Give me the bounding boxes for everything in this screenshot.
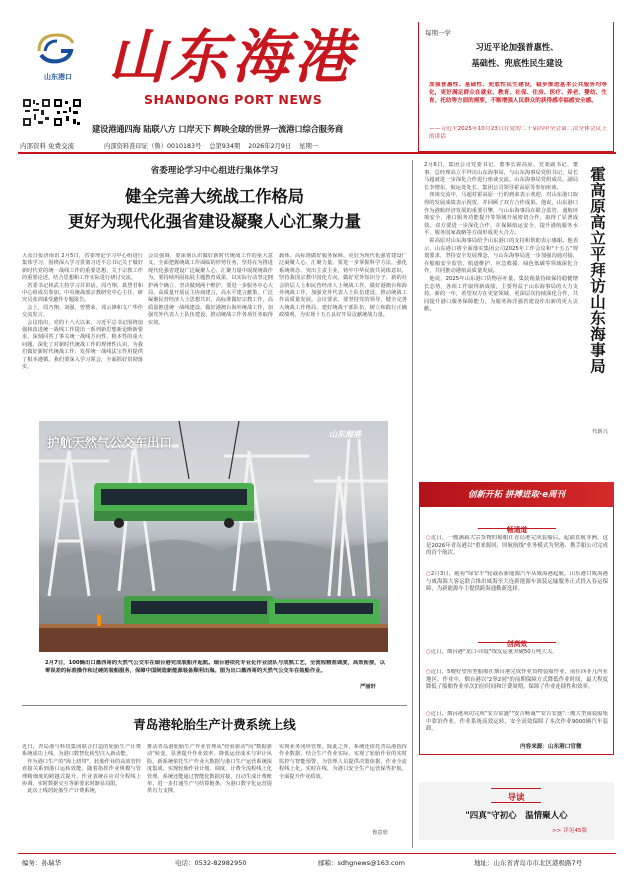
subtitle-smooth-channel: 畅通道 — [478, 517, 556, 529]
footer-email: 邮箱：sdhgnews@163.com — [318, 859, 405, 867]
issue-info: 内部资料准印证（鲁）0010183号 总第934期 2026年2月9日 星期一 — [104, 143, 319, 150]
tire-col-2: 推动青岛港轮胎生产作业管理从"经验驱动"向"数据驱动"转变，显著提升作业效率，降低运营成本与审计风险。新系统依托生产作业大数据与港口生产运营系统深度集成，实现轮胎作业计划、调度、计费全流程线上化管理。系统还能通过智能化数据对接，自动生成计费账单，进一步打通生产与结算链条，为港口数字化运营提供有力支撑。 — [147, 744, 272, 795]
lead-col-3: 载体、高标准做好服务保障，更好为现代化强省建设广泛凝聚人心、汇聚力量。要进一步掌握科学方法，强化系统观念、突出主责主业，铸牢中华民族共同体意识，坚持我国宗教中国化方向，做好党外知识分子、新的社会阶层人士和民营经济人士统战工作，做好港澳台和海外统战工作，加强党外代表人士队伍建设，推动统战工作高质量发展。会议要求，要坚持党的领导，健全完善大统战工作格局，建好统战干部队伍，树立和践行正确政绩观，为实现十五五良好开局贡献统战力量。 — [279, 253, 407, 319]
divider — [22, 705, 407, 706]
port-photo — [39, 421, 388, 652]
innovation-item-5: ○近日，烟台港成功完成"安吉常盛""安吉畅诚""安吉安盛"三艘大型滚装船集中靠泊作业，作业系统高效运转，安全高效保障了本次作业9000辆汽车装卸。 — [426, 711, 608, 733]
lead-kicker: 省委理论学习中心组进行集体学习 — [150, 166, 279, 176]
innovation-banner: 创新开拓 拼搏进取·e周刊 — [419, 482, 614, 507]
weekly-study-quote: 加强普惠性、基础性、兜底性民生建设，稳步推进基本公共服务均等化，更好满足群众在就业、教育、社保、住房、医疗、养老、婴幼、生育、托幼等方面的需要，不断增强人民群众的获得感幸福感安全感。 — [429, 82, 607, 104]
photo-credit: 严丽轩 — [360, 684, 376, 690]
weekly-study-label: 每期一学 — [425, 29, 451, 37]
guide-label: 导读 — [491, 788, 541, 803]
column-divider — [412, 160, 413, 848]
guide-item: "四真"守初心 温情聚人心 — [465, 811, 568, 821]
weekly-study-title: 习近平论加强普惠性、 基础性、兜底性民生建设 — [471, 42, 563, 68]
masthead — [0, 0, 412, 160]
lead-headline: 健全完善大统战工作格局 更好为现代化强省建设凝聚人心汇聚力量 — [67, 187, 362, 231]
photo-watermark: 山东海港 — [329, 430, 361, 439]
visit-vertical-headline: 霍高原高立平拜访山东海事局 — [588, 166, 606, 374]
qr-code — [22, 98, 51, 127]
footer-address: 地址：山东省青岛市市北区港极路7号 — [474, 859, 583, 867]
innovation-item-1: ○近日，一艘满载大宗货物的船舶在青岛港完成装船后，起锚直航非洲。这是2026年青岛港以"重来源回，回航航线"业务模式为契港、携手船公司完成的首个航次。 — [426, 535, 608, 557]
visit-credit: 代新兴 — [592, 429, 608, 435]
company-logo — [33, 29, 77, 69]
lead-col-1: 大众日报济南讯 2月5日，省委理论学习中心组进行集体学习，围绕深入学习贯彻习近平总书记关于做好新时代党的统一战线工作的重要思想，关于宗教工作的重要论述，结合思想和工作实际进行研讨交流。 省委书记林武主持学习并讲话。周乃翔、葛慧君和中心组成员参加。中央统战部宗教研究中心主任、研究员张训谋受邀作专题报告。 会上，周乃翔、刘强、曾赞荣、邓云锋和文广华作交流发言。 会议指出，党的十八大以来，习近平总书记围绕加强和改进统一战线工作提出一系列新思想新论断新要求，深刻回答了事关统一战线方向性、根本性的重大问题，深化了对新时代统战工作的规律性认识，为我们做好新时代统战工作、发挥统一战线法宝作用提供了根本遵循。我们要深入学习领会，全面抓好贯彻落实。 — [22, 253, 143, 371]
photo-caption: 2月7日，100辆出口墨西哥的天然气公交车在烟台港完成装船并起航。烟台港依托专业化作业团队与成熟工艺，全流程精准调度，高效衔接，以零误差的标准操作和过硬的装船服务，保障中国制造新能源装备顺利出海。图为出口墨西哥的天然气公交车在装船作业。 — [45, 660, 385, 674]
qr-caption: 内部资料 免费交流 — [20, 142, 75, 150]
visit-body: 2月6日，集团公司党委书记、董事长霍高原，党委副书记、董事、总经理高立平拜访山东海事局，与山东海事局党组书记、局长马超就进一步深化合作进行座谈交流。山东海事局党组成员、副局长李增东，航运处处长、集团公司领导霍高原等参加座谈。 座谈交流中，马超对霍高原一行的到来表示欢迎，对山东港口取得的发展成绩表示祝贺，并回顾了双方合作成果。他说，山东港口作为港航经济发展的重要引擎，与山东海事局在联合监管、通航环境安全、港口服务功能提升等领域开展密切合作，取得了显著成效。双方要进一步深化合作，在保障航运安全、提升港航服务水平、服务国家战略等方面形成更大合力。 霍高原对山东海事局给予山东港口的支持和帮助表示感谢。他表示，山东港口将全面落实集团公司2025年工作会议和"十五五"规划要求，坚持安全发展理念，与山东海事局进一步加强沟通对接，在船舶安全监管、航道维护、应急救援、绿色低碳等领域深化合作，共同推动港航高质量发展。 他说，2025年山东港口货物吞吐量、集装箱量持续保持稳健增长态势，各项工作取得新成绩，主要得益于山东海事局的大力支持。新的一年，希望双方在更宽领域、更深层次持续深化合作，共同提升港口服务保障能力，为服务海洋强省建设作出新的更大贡献。 — [424, 162, 578, 313]
innovation-item-2: ○2月3日，随着"绿安平"轮载着新能源汽车从威海港起航，山东港口威海港与威海海大客运联合推出威海至大连新能源车滚装运输服务正式投入春运保障，为新能源车主提供跨海通勤新选择。 — [426, 571, 608, 593]
innovation-item-4: ○近日，5艘好望角型船舶在烟台港完成作业货物装船作业，前往西非几内亚地区。作业中，烟台港以"2拳2同"的前期保障方式降低作业时间，最大程度降低了船舶作业单次泊位时间和计费周期，保障了作业连续性和效率。 — [426, 669, 608, 691]
subtitle-efficiency: 创高效 — [478, 631, 556, 643]
guide-pointer[interactable]: >> 详见45版 — [552, 828, 588, 834]
weekly-study-source: ——习近平2025年10月23日在党的二十届四中全会第二次全体会议上的讲话 — [429, 126, 607, 140]
tire-headline: 青岛港轮胎生产计费系统上线 — [133, 717, 296, 732]
masthead-title: 山东海港 — [108, 23, 357, 91]
masthead-english: SHANDONG PORT NEWS — [144, 92, 323, 107]
logo-caption: 山东港口 — [44, 73, 72, 81]
tire-credit: 鲁意欣 — [372, 830, 388, 836]
footer-rule — [18, 853, 616, 854]
tire-col-1: 近日，青岛港与科技集团联合打造的轮胎生产计费系统成功上线，为港口数智化转型注入新动能。 作为港口生产的"海上纽带"，轮胎作业的高效管控直接关系到港口运转效能。随着指挥作业规模与管理精细度的跨越式提升，作业表统在应对全程线上协调、实时数据交互等新要求时渐显局限。 此次上线的轮胎生产计费系统， — [22, 744, 141, 795]
slogan: 建设港通四海 陆联八方 口岸天下 辉映全球的世界一流港口综合服务商 — [92, 124, 343, 134]
guide-box[interactable] — [419, 782, 614, 840]
masthead-rule — [18, 152, 616, 154]
qr-code — [53, 98, 82, 127]
innovation-box — [419, 482, 614, 755]
weekly-study-box — [418, 22, 614, 152]
tire-col-3: 实现业务闭环管理。除此之外，系统还依托青岛港指挥作业数据，结合生产作业实际，实现了轮胎作业的实时监控与智能预警，为管理人员提供决策依据。作业全流程线上化，实时在线，为港口安全生产运营保驾护航，全面提升作业质效。 — [279, 744, 407, 780]
innovation-item-3: ○近日，烟台港"龙口-印度"线发运量突破50万吨大关。 — [426, 649, 558, 655]
footer-phone: 电话：0532-82982950 — [175, 859, 247, 867]
photo-overlay-caption: 护航天然气公交车出口 — [47, 435, 173, 450]
lead-col-2: 会议强调，要深刻认识做好新时代统战工作的重大意义，全面把握统战工作面临的形势任务，坚持在为推进现代化强省建设广泛凝聚人心、汇聚力量中展现统战作为。要持续巩固拓展主题教育成果，以实际行动坚定拥护两个确立、坚决做到两个维护。要进一步服务中心大局，高质量开展民主协商建言，高水平建言献策，广泛凝聚民营经济人士思想共识，高标准做好宗教工作，高质量推进统一战线建设，做好港澳台海外统战工作，加强党外代表人士队伍建设，推动统战工作各项任务取得实效。 — [148, 253, 273, 326]
innovation-source: 内容来源：山东港口官微 — [520, 744, 582, 750]
footer-editor: 编务：孙瑞华 — [22, 859, 61, 867]
